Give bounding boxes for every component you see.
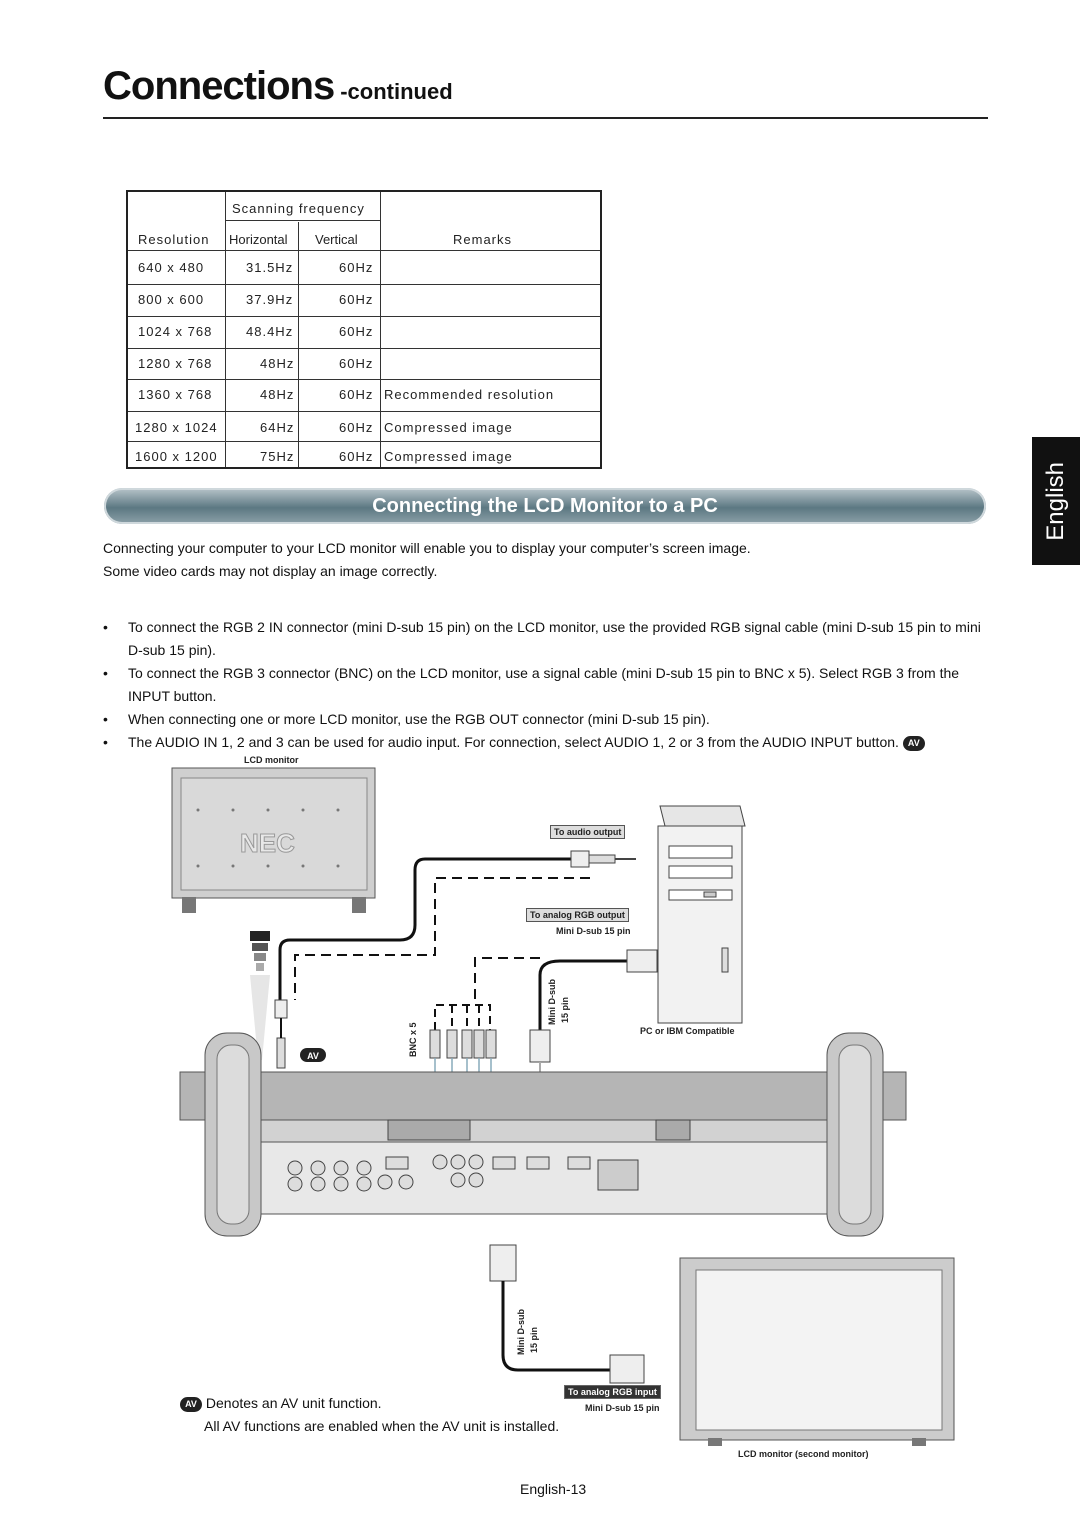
intro-line: Some video cards may not display an image correctly.	[103, 563, 438, 579]
connector-type-label: Mini D-sub 15 pin	[585, 1403, 660, 1413]
table-cell: 60Hz	[339, 387, 374, 402]
mini-dsub-label: Mini D-sub	[547, 979, 557, 1025]
table-divider	[128, 316, 600, 317]
bullet-text: When connecting one or more LCD monitor, use the RGB OUT connector (mini D-sub 15 pin).	[128, 711, 710, 727]
pin-label: 15 pin	[529, 1326, 539, 1353]
table-cell: Compressed image	[384, 420, 513, 435]
bullet-text: To connect the RGB 3 connector (BNC) on the LCD monitor, use a signal cable (mini D-sub 15 pin to BNC x 5). Select RGB 3 from the INPUT button.	[128, 665, 960, 704]
table-divider	[128, 284, 600, 285]
bullet-dot: •	[103, 711, 108, 727]
mini-dsub-label: Mini D-sub	[516, 1309, 526, 1355]
bullet-dot: •	[103, 734, 108, 750]
table-divider	[128, 441, 600, 442]
connector-type-label: Mini D-sub 15 pin	[556, 926, 631, 936]
table-cell: 48Hz	[260, 387, 295, 402]
bnc-connectors	[430, 1030, 496, 1058]
av-enabled-note: All AV functions are enabled when the AV unit is installed.	[204, 1418, 560, 1434]
pin-label: 15 pin	[560, 996, 570, 1023]
bullet-item	[103, 616, 988, 662]
table-divider	[225, 220, 380, 221]
second-monitor-label: LCD monitor (second monitor)	[738, 1449, 869, 1459]
pc-tower	[658, 806, 745, 1023]
table-divider	[128, 379, 600, 380]
table-cell: 60Hz	[339, 356, 374, 371]
bullet-text: To connect the RGB 2 IN connector (mini D-sub 15 pin) on the LCD monitor, use the provided RGB signal cable (mini D-sub 15 pin to mini D-sub 15 pin).	[128, 619, 981, 658]
bullet-item	[103, 708, 988, 731]
table-divider	[128, 348, 600, 349]
table-cell: 1024 x 768	[138, 324, 213, 339]
intro-line: Connecting your computer to your LCD monitor will enable you to display your computer’s screen image.	[103, 540, 751, 556]
language-tab-label: English	[1042, 461, 1069, 541]
column-header: Remarks	[453, 232, 513, 247]
table-cell: 60Hz	[339, 324, 374, 339]
language-tab	[1032, 437, 1080, 565]
bnc-label: BNC x 5	[408, 1022, 418, 1057]
av-icon: AV	[180, 1397, 202, 1412]
section-heading-text: Connecting the LCD Monitor to a PC	[372, 494, 718, 517]
table-divider	[380, 192, 381, 467]
bullet-item	[103, 662, 988, 708]
table-cell: 1280 x 1024	[135, 420, 218, 435]
group-header: Scanning frequency	[232, 201, 365, 216]
av-icon	[300, 1048, 326, 1062]
table-cell: 640 x 480	[138, 260, 205, 275]
scanning-frequency-table	[126, 190, 602, 469]
table-cell: 64Hz	[260, 420, 295, 435]
table-cell: 60Hz	[339, 260, 374, 275]
table-divider	[298, 222, 299, 467]
page-number: English-13	[520, 1481, 587, 1497]
nec-logo: NEC	[240, 828, 295, 858]
av-badge-text: AV	[307, 1051, 319, 1061]
bullet-text-audio: The AUDIO IN 1, 2 and 3 can be used for audio input. For connection, select AUDIO 1, 2 or 3 from the AUDIO INPUT button.	[128, 734, 899, 750]
table-cell: 75Hz	[260, 449, 295, 464]
title-rule	[103, 117, 988, 119]
rgb-output-label: To analog RGB output	[526, 908, 629, 922]
table-cell: 1600 x 1200	[135, 449, 218, 464]
bullet-dot: •	[103, 665, 108, 681]
table-cell: 1360 x 768	[138, 387, 213, 402]
lcd-monitor-label: LCD monitor	[244, 755, 299, 765]
table-cell: 1280 x 768	[138, 356, 213, 371]
rgb-out-cable	[490, 1245, 644, 1383]
column-header: Horizontal	[229, 232, 288, 247]
table-cell: 48.4Hz	[246, 324, 294, 339]
bnc-cables	[435, 1005, 490, 1030]
table-divider	[225, 192, 226, 467]
page-title	[103, 64, 453, 109]
table-cell: 60Hz	[339, 420, 374, 435]
column-header: Vertical	[315, 232, 358, 247]
table-divider	[128, 250, 600, 251]
table-cell: 31.5Hz	[246, 260, 294, 275]
av-icon: AV	[903, 736, 925, 751]
rgb-input-label: To analog RGB input	[564, 1385, 661, 1399]
monitor-connector-panel	[180, 1072, 906, 1214]
second-monitor	[680, 1258, 954, 1446]
table-cell: 48Hz	[260, 356, 295, 371]
section-heading	[104, 488, 986, 524]
table-cell: 800 x 600	[138, 292, 205, 307]
table-cell: 60Hz	[339, 292, 374, 307]
column-header: Resolution	[138, 232, 210, 247]
av-footnote-text: Denotes an AV unit function.	[205, 1395, 382, 1411]
av-footnote	[180, 1395, 382, 1412]
title-text: Connections	[103, 64, 335, 108]
table-divider	[128, 411, 600, 412]
bullet-dot: •	[103, 619, 108, 635]
audio-output-label: To audio output	[550, 825, 625, 839]
table-cell: Recommended resolution	[384, 387, 555, 402]
title-continued: -continued	[340, 79, 453, 104]
pc-label: PC or IBM Compatible	[640, 1026, 735, 1036]
connection-diagram	[0, 750, 1080, 1470]
table-cell: 60Hz	[339, 449, 374, 464]
table-cell: Compressed image	[384, 449, 513, 464]
table-cell: 37.9Hz	[246, 292, 294, 307]
